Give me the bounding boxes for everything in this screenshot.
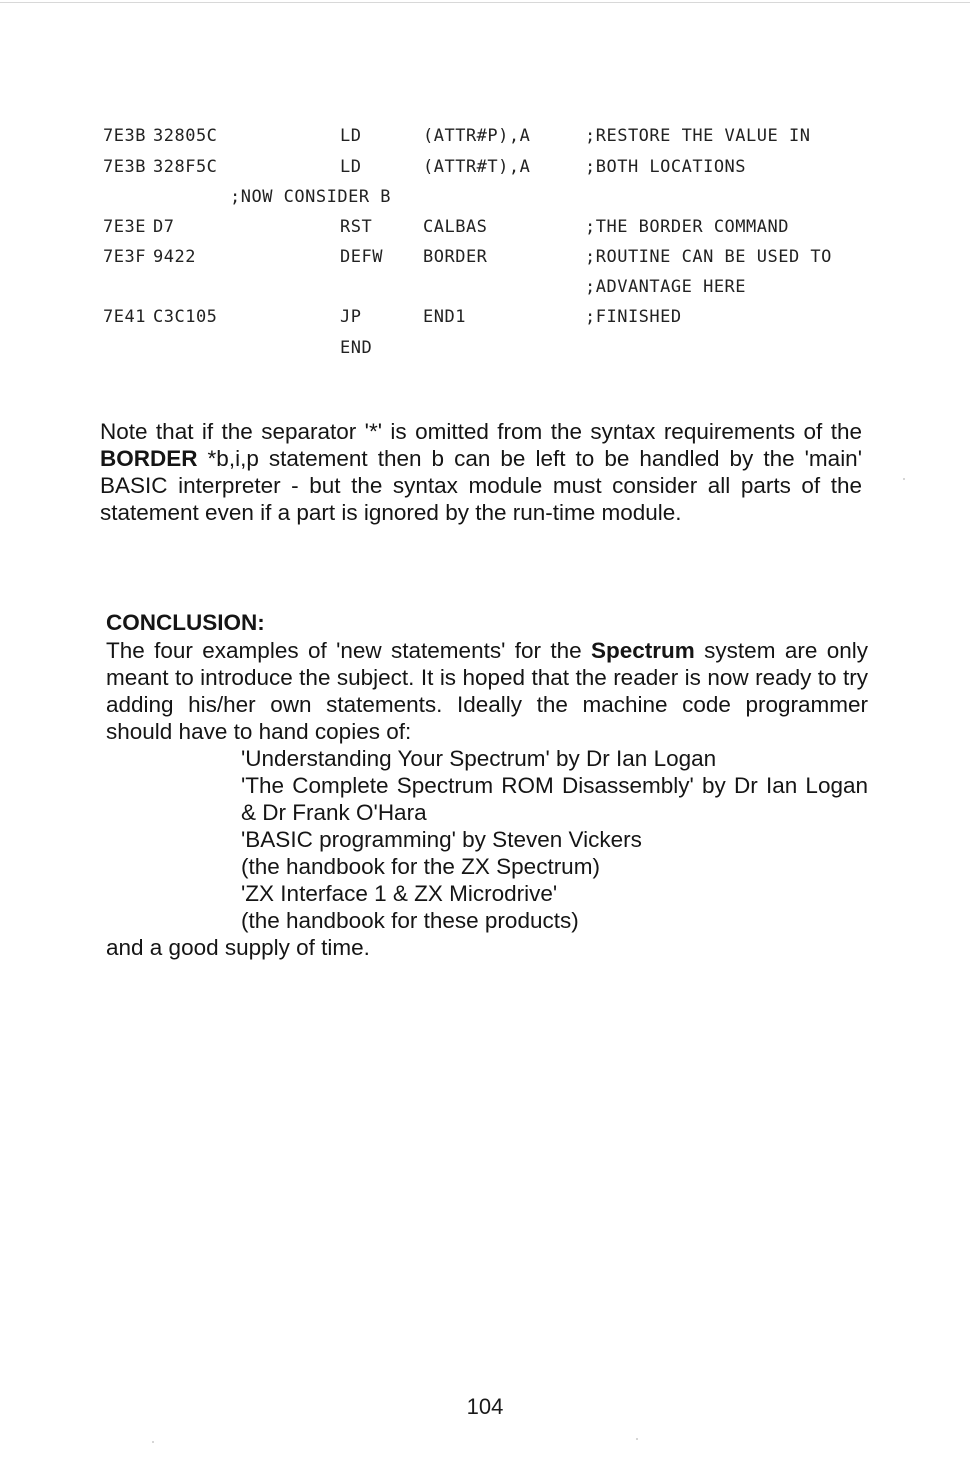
conclusion-section: [106, 609, 868, 961]
listing-hex: 32805C: [153, 126, 218, 146]
listing-opcode: LD: [340, 157, 362, 177]
listing-operand: (ATTR#T),A: [423, 157, 531, 177]
listing-address: 7E3B: [103, 126, 146, 146]
listing-comment: ;RESTORE THE VALUE IN: [585, 126, 811, 146]
listing-comment: ;FINISHED: [585, 307, 682, 327]
listing-opcode: END: [340, 338, 373, 358]
listing-opcode: LD: [340, 126, 362, 146]
listing-operand: END1: [423, 307, 466, 327]
listing-row: [0, 306, 970, 328]
listing-comment: ;ROUTINE CAN BE USED TO: [585, 247, 832, 267]
scan-speck: [636, 1438, 638, 1440]
listing-comment: ;ADVANTAGE HERE: [585, 277, 747, 297]
listing-hex: C3C105: [153, 307, 218, 327]
note-text-end: *b,i,p statement then b can be left to be handled by the 'main' BASIC interpreter - but the syntax module must consider all parts of the statement even if a part is ignored by the run-time module.: [100, 446, 862, 525]
listing-address: 7E41: [103, 307, 146, 327]
scan-speck: [903, 478, 905, 480]
closing-line: and a good supply of time.: [106, 935, 370, 960]
reference-item: 'ZX Interface 1 & ZX Microdrive': [241, 881, 558, 906]
page-number: 104: [466, 1394, 504, 1419]
listing-operand: CALBAS: [423, 217, 488, 237]
scan-speck: [152, 1441, 154, 1443]
reference-item: (the handbook for the ZX Spectrum): [241, 854, 600, 879]
listing-comment: ;THE BORDER COMMAND: [585, 217, 789, 237]
listing-comment: ;BOTH LOCATIONS: [585, 157, 747, 177]
note-keyword: BORDER: [100, 446, 198, 471]
listing-row: [0, 246, 970, 268]
scan-edge-line: [0, 2, 970, 3]
conclusion-keyword: Spectrum: [591, 638, 695, 663]
listing-opcode: DEFW: [340, 247, 383, 267]
listing-hex: 328F5C: [153, 157, 218, 177]
listing-address: 7E3E: [103, 217, 146, 237]
listing-row: [0, 337, 970, 359]
reference-item: 'Understanding Your Spectrum' by Dr Ian Logan: [241, 746, 717, 771]
conclusion-text-end: system are only meant to introduce the subject. It is hoped that the reader is now ready to try adding his/her own statements. Ideally the machine code programmer should have to hand copies of:: [106, 638, 868, 744]
note-paragraph: [100, 418, 862, 526]
listing-address: 7E3F: [103, 247, 146, 267]
listing-row: [0, 125, 970, 147]
reference-item: 'BASIC programming' by Steven Vickers: [241, 827, 642, 852]
listing-operand: BORDER: [423, 247, 488, 267]
listing-comment: ;NOW CONSIDER B: [230, 187, 392, 207]
listing-row: [0, 216, 970, 238]
conclusion-heading: CONCLUSION:: [106, 610, 265, 635]
conclusion-text-start: The four examples of 'new statements' for the: [106, 638, 592, 663]
listing-opcode: RST: [340, 217, 373, 237]
note-text-start: Note that if the separator '*' is omitted from the syntax requirements of the: [100, 419, 862, 444]
reference-list: [241, 745, 868, 934]
listing-hex: 9422: [153, 247, 196, 267]
listing-operand: (ATTR#P),A: [423, 126, 531, 146]
listing-opcode: JP: [340, 307, 362, 327]
listing-address: 7E3B: [103, 157, 146, 177]
reference-item: (the handbook for these products): [241, 908, 579, 933]
conclusion-paragraph: [106, 637, 868, 745]
listing-row: [0, 186, 970, 208]
listing-row: [0, 276, 970, 298]
listing-row: [0, 156, 970, 178]
listing-hex: D7: [153, 217, 175, 237]
reference-item: 'The Complete Spectrum ROM Disassembly' by Dr Ian Logan & Dr Frank O'Hara: [241, 773, 868, 825]
